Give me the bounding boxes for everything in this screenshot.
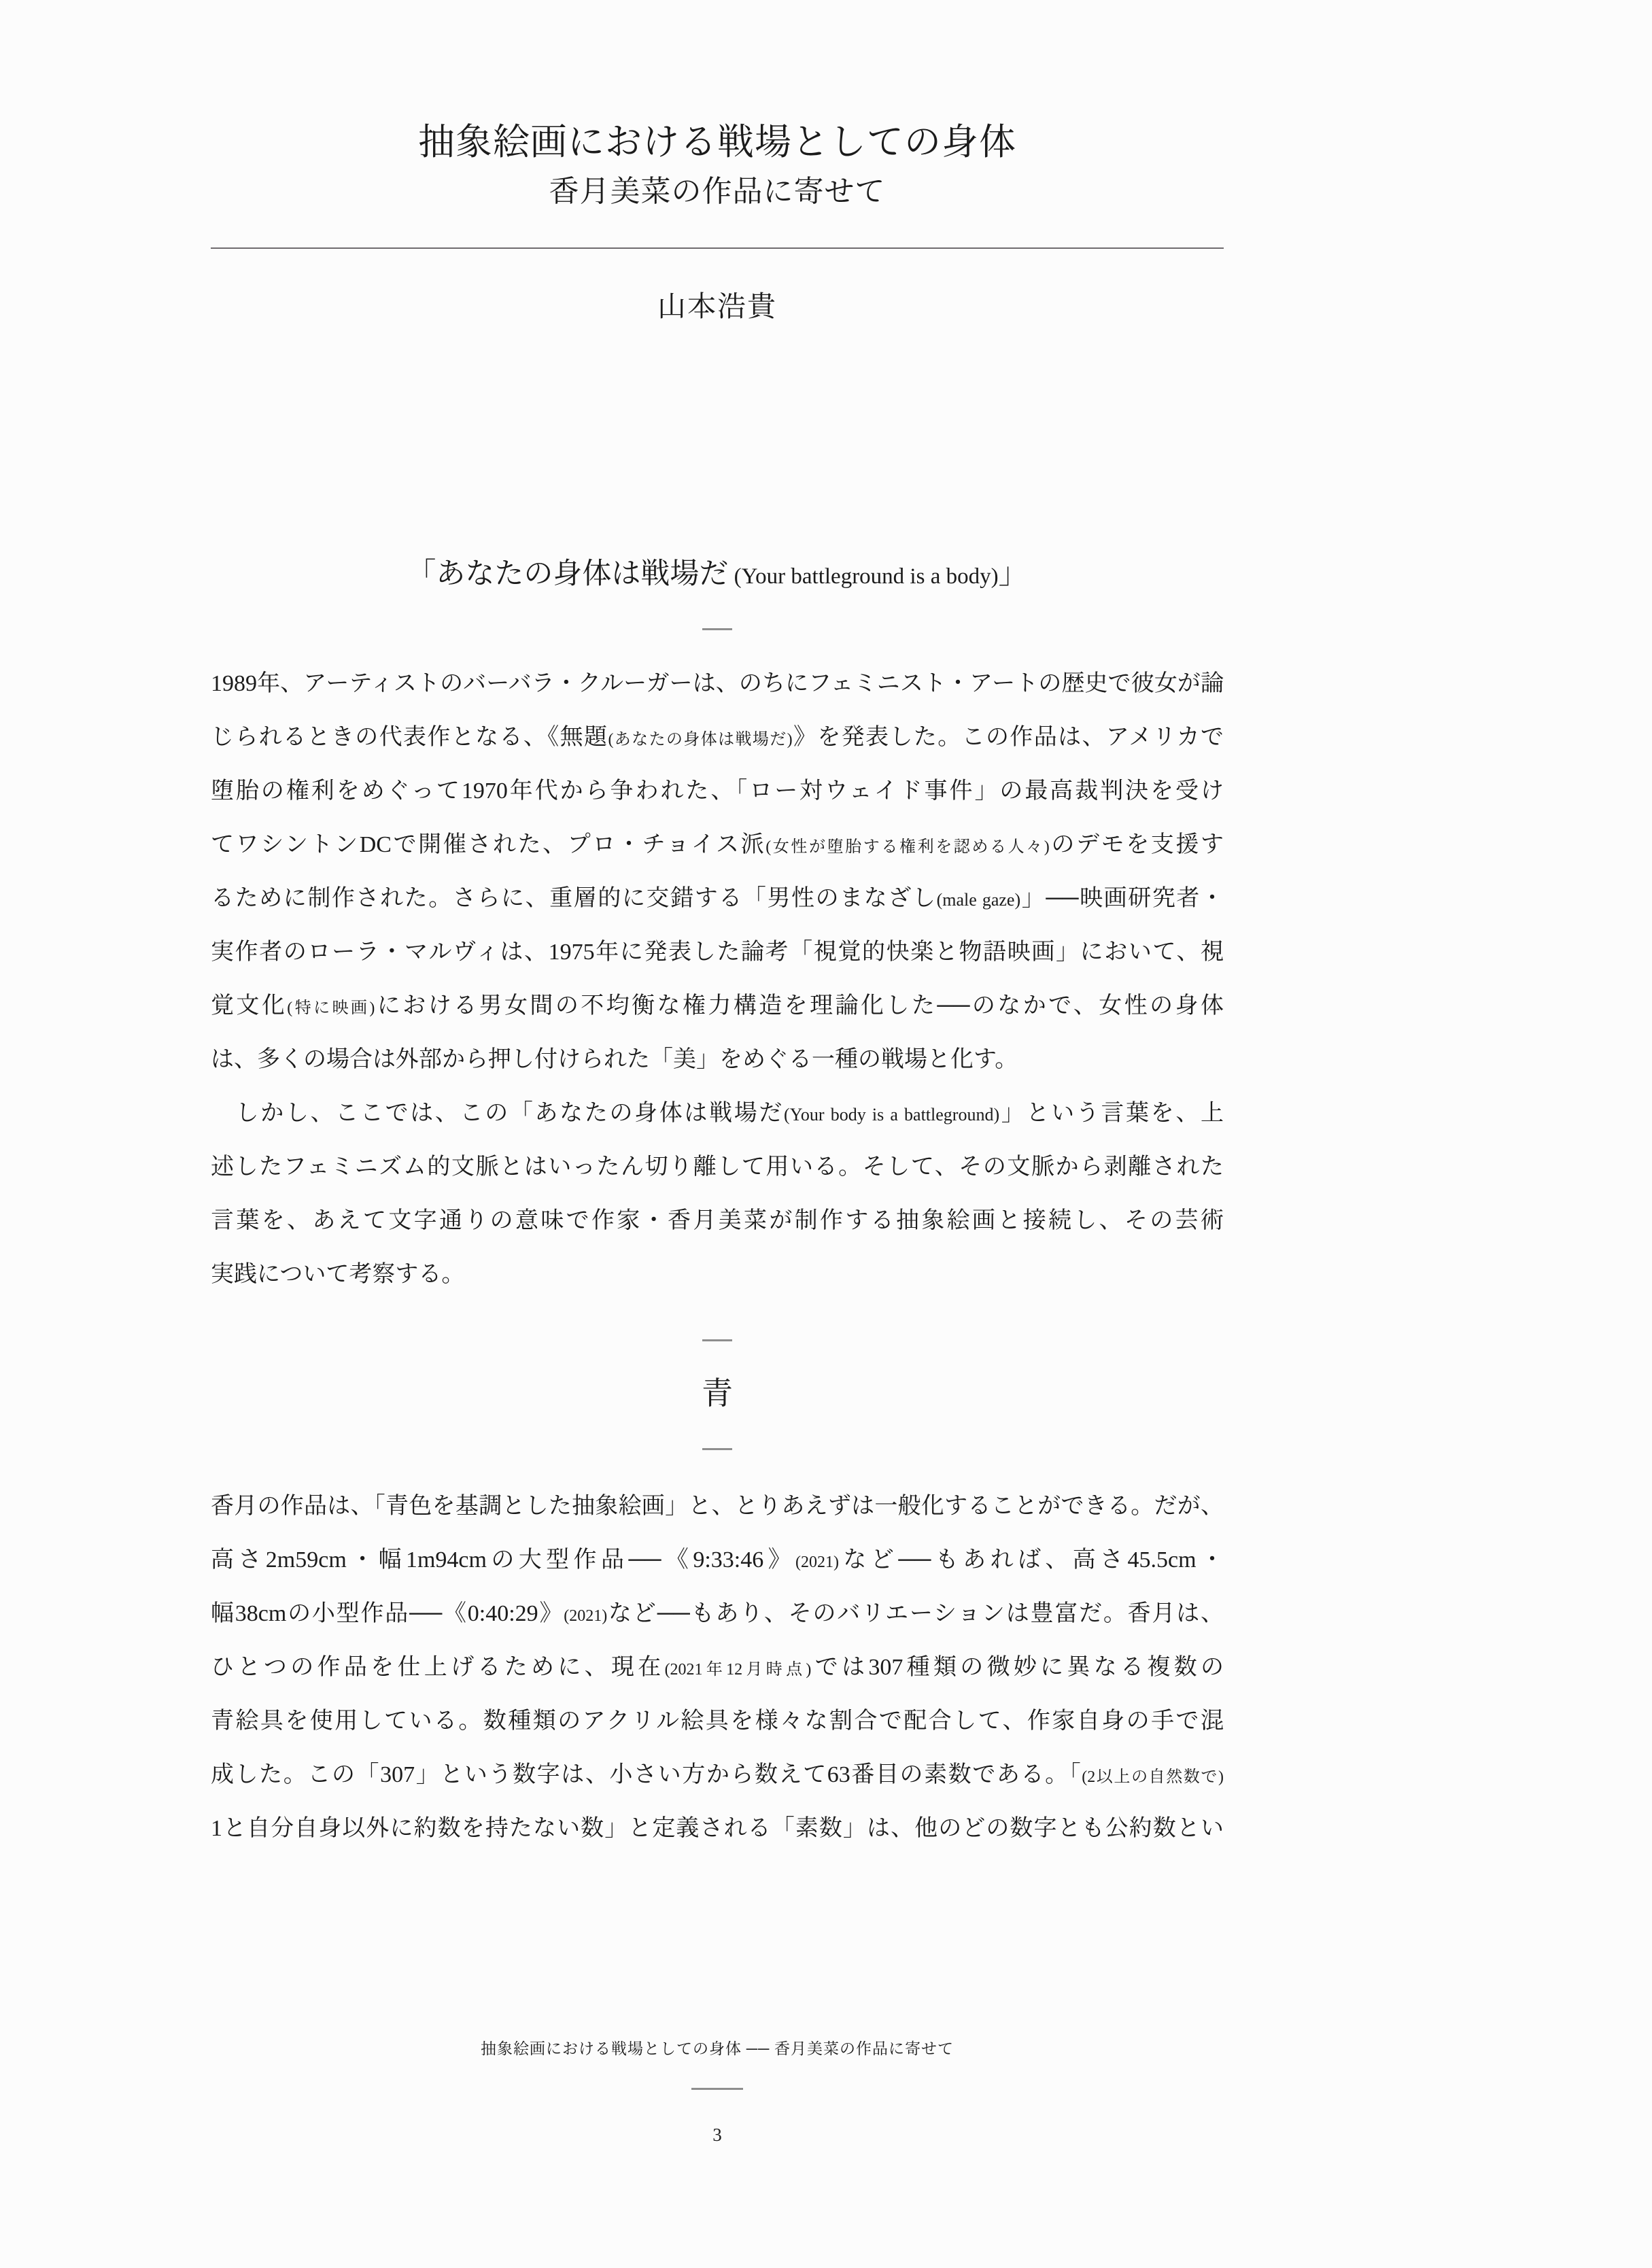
body-text: しかし、ここでは、この「あなたの身体は戦場だ [211, 1101, 785, 1126]
body-text: ひとつの作品を仕上げるために、現在 [211, 1655, 665, 1680]
body-text-small: (あなたの身体は戦場だ) [608, 731, 793, 749]
title-rule [211, 247, 1224, 249]
body-line: 実践について考察する。 [211, 1262, 465, 1287]
body-text: るために制作された。さらに、重層的に交錯する「男性のまなざし [211, 886, 937, 911]
body-line: 実作者のローラ・マルヴィは、1975年に発表した論考「視覚的快楽と物語映画」において、視 [211, 940, 1224, 965]
body-line [211, 1086, 1224, 1140]
body-line: 1と自分自身以外に約数を持たない数」と定義される「素数」は、他のどの数字とも公約数とい [211, 1816, 1224, 1841]
body-line: 述したフェミニズム的文脈とはいったん切り離して用いる。そして、その文脈から剥離された [211, 1154, 1224, 1180]
body-line [211, 979, 1224, 1033]
body-line: 言葉を、あえて文字通りの意味で作家・香月美菜が制作する抽象絵画と接続し、その芸術 [211, 1208, 1224, 1233]
body-text: 」という言葉を、上 [999, 1101, 1224, 1126]
body-text: における男女間の不均衡な権力構造を理論化した──のなかで、女性の身体 [375, 993, 1224, 1018]
body-text: では307種類の微妙に異なる複数の [811, 1655, 1224, 1680]
body-line [211, 1533, 1224, 1587]
body-text-latin: (male gaze) [936, 890, 1021, 910]
body-text: 高さ2m59cm・幅1m94cmの大型作品──《9:33:46》 [211, 1547, 796, 1573]
footer-divider [691, 2088, 743, 2090]
page-number: 3 [712, 2125, 722, 2145]
section2-divider-top [702, 1339, 732, 1341]
body-text: 成した。この「307」という数字は、小さい方から数えて63番目の素数である。「 [211, 1762, 1082, 1787]
body-text-small: (2以上の自然数で) [1082, 1768, 1224, 1786]
body-line [211, 818, 1224, 872]
section1-heading [211, 556, 1224, 595]
body-text-small: (2021) [795, 1553, 839, 1571]
section1-heading-jp-open: 「あなたの身体は戦場だ [407, 558, 729, 590]
body-text-small: (2021年12月時点) [664, 1661, 812, 1679]
body-text: など──もあれば、高さ45.5cm・ [839, 1547, 1224, 1573]
body-text: 幅38cmの小型作品──《0:40:29》 [211, 1601, 564, 1626]
section2-heading: 青 [702, 1376, 733, 1411]
body-text: 》を発表した。この作品は、アメリカで [792, 725, 1224, 750]
body-line [211, 710, 1224, 764]
footer-running-title: 抽象絵画における戦場としての身体 ── 香月美菜の作品に寄せて [480, 2040, 954, 2057]
body-text: じられるときの代表作となる、《無題 [211, 725, 608, 750]
body-text-small: (2021) [564, 1607, 608, 1625]
body-text-small: (女性が堕胎する権利を認める人々) [765, 838, 1050, 856]
section2-body [211, 1479, 1224, 1855]
section2-divider-bottom [702, 1448, 732, 1450]
body-line: 香月の作品は、「青色を基調とした抽象絵画」と、とりあえずは一般化することができる。だが、 [211, 1494, 1224, 1519]
body-line: 堕胎の権利をめぐって1970年代から争われた、「ロー対ウェイド事件」の最高裁判決を受け [211, 778, 1224, 804]
section1-divider [702, 628, 732, 630]
body-line: は、多くの場合は外部から押し付けられた「美」をめぐる一種の戦場と化す。 [211, 1047, 1018, 1072]
body-line [211, 872, 1224, 925]
page-subtitle: 香月美菜の作品に寄せて [549, 175, 886, 208]
section1-heading-en: (Your battleground is a body) [728, 564, 999, 589]
body-line: 1989年、アーティストのバーバラ・クルーガーは、のちにフェミニスト・アートの歴史で彼女が論 [211, 671, 1224, 696]
section1-heading-jp-close: 」 [998, 558, 1028, 590]
body-line: 青絵具を使用している。数種類のアクリル絵具を様々な割合で配合して、作家自身の手で混 [211, 1708, 1224, 1734]
body-line [211, 1640, 1224, 1694]
body-text: てワシントンDCで開催された、プロ・チョイス派 [211, 832, 766, 857]
body-line [211, 1748, 1224, 1802]
author-name: 山本浩貴 [657, 292, 777, 323]
body-text: など──もあり、そのバリエーションは豊富だ。香月は、 [607, 1601, 1224, 1626]
body-text: 」──映画研究者・ [1020, 886, 1224, 911]
section1-body [211, 657, 1224, 1301]
page-title: 抽象絵画における戦場としての身体 [418, 122, 1016, 162]
body-text-latin: (Your body is a battleground) [784, 1105, 1000, 1124]
body-line [211, 1587, 1224, 1640]
body-text-small: (特に映画) [287, 999, 375, 1017]
body-text: のデモを支援す [1049, 832, 1224, 857]
body-text: 覚文化 [211, 993, 288, 1018]
